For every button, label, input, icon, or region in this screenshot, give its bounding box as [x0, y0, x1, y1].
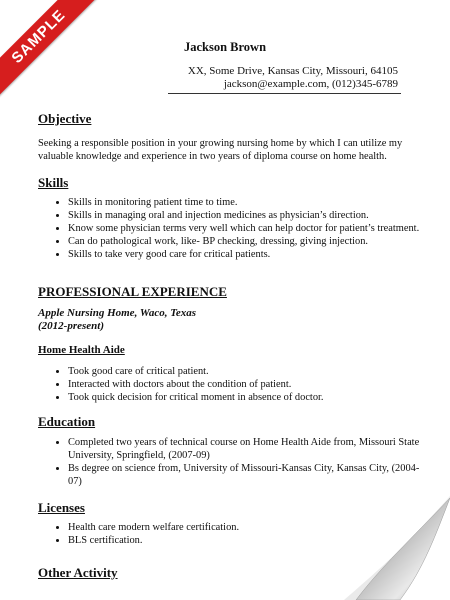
skills-list — [38, 196, 428, 261]
employment-period: (2012-present) — [38, 320, 104, 332]
skills-heading: Skills — [38, 175, 69, 190]
skills-item: • Can do pathological work, like- BP checking, dressing, giving injection. — [68, 235, 428, 248]
objective-text: Seeking a responsible position in your growing nursing home by which I can utilize my valuable knowledge and experience in two years of diploma course on home health. — [38, 138, 403, 162]
other-activity-heading: Other Activity — [38, 565, 118, 580]
education-heading: Education — [38, 414, 96, 429]
skills-item: • Skills to take very good care for critical patients. — [68, 248, 428, 261]
experience-item: • Took good care of critical patient. — [68, 365, 428, 378]
experience-item: • Interacted with doctors about the condition of patient. — [68, 378, 428, 391]
skills-item: • Skills in monitoring patient time to time. — [68, 196, 428, 209]
contact-block — [188, 65, 398, 91]
candidate-name: Jackson Brown — [183, 40, 267, 54]
licenses-item: • Health care modern welfare certification. — [68, 521, 428, 534]
sample-banner-text: SAMPLE — [0, 0, 101, 99]
education-item: • Bs degree on science from, University of Missouri-Kansas City, Kansas City, (2004-07) — [68, 462, 428, 488]
licenses-item: • BLS certification. — [68, 534, 428, 547]
experience-item: • Took quick decision for critical moment in absence of doctor. — [68, 391, 428, 404]
address-line: XX, Some Drive, Kansas City, Missouri, 64105 — [187, 65, 398, 77]
job-title: Home Health Aide — [38, 344, 125, 356]
skills-item: • Know some physician terms very well which can help doctor for patient’s treatment. — [68, 222, 428, 235]
employer-name: Apple Nursing Home, Waco, Texas — [38, 307, 197, 319]
page-curl-icon — [340, 490, 450, 600]
education-list — [38, 436, 428, 488]
experience-heading: PROFESSIONAL EXPERIENCE — [38, 284, 227, 299]
experience-list — [38, 365, 428, 404]
licenses-heading: Licenses — [38, 500, 85, 515]
header-divider — [168, 93, 401, 94]
skills-item: • Skills in managing oral and injection medicines as physician’s direction. — [68, 209, 428, 222]
email-phone-line: jackson@example.com, (012)345-6789 — [223, 78, 398, 90]
education-item: • Completed two years of technical course on Home Health Aide from, Missouri State University, Springfield, (2007-09) — [68, 436, 428, 462]
objective-heading: Objective — [38, 111, 92, 126]
sample-ribbon — [0, 0, 120, 120]
